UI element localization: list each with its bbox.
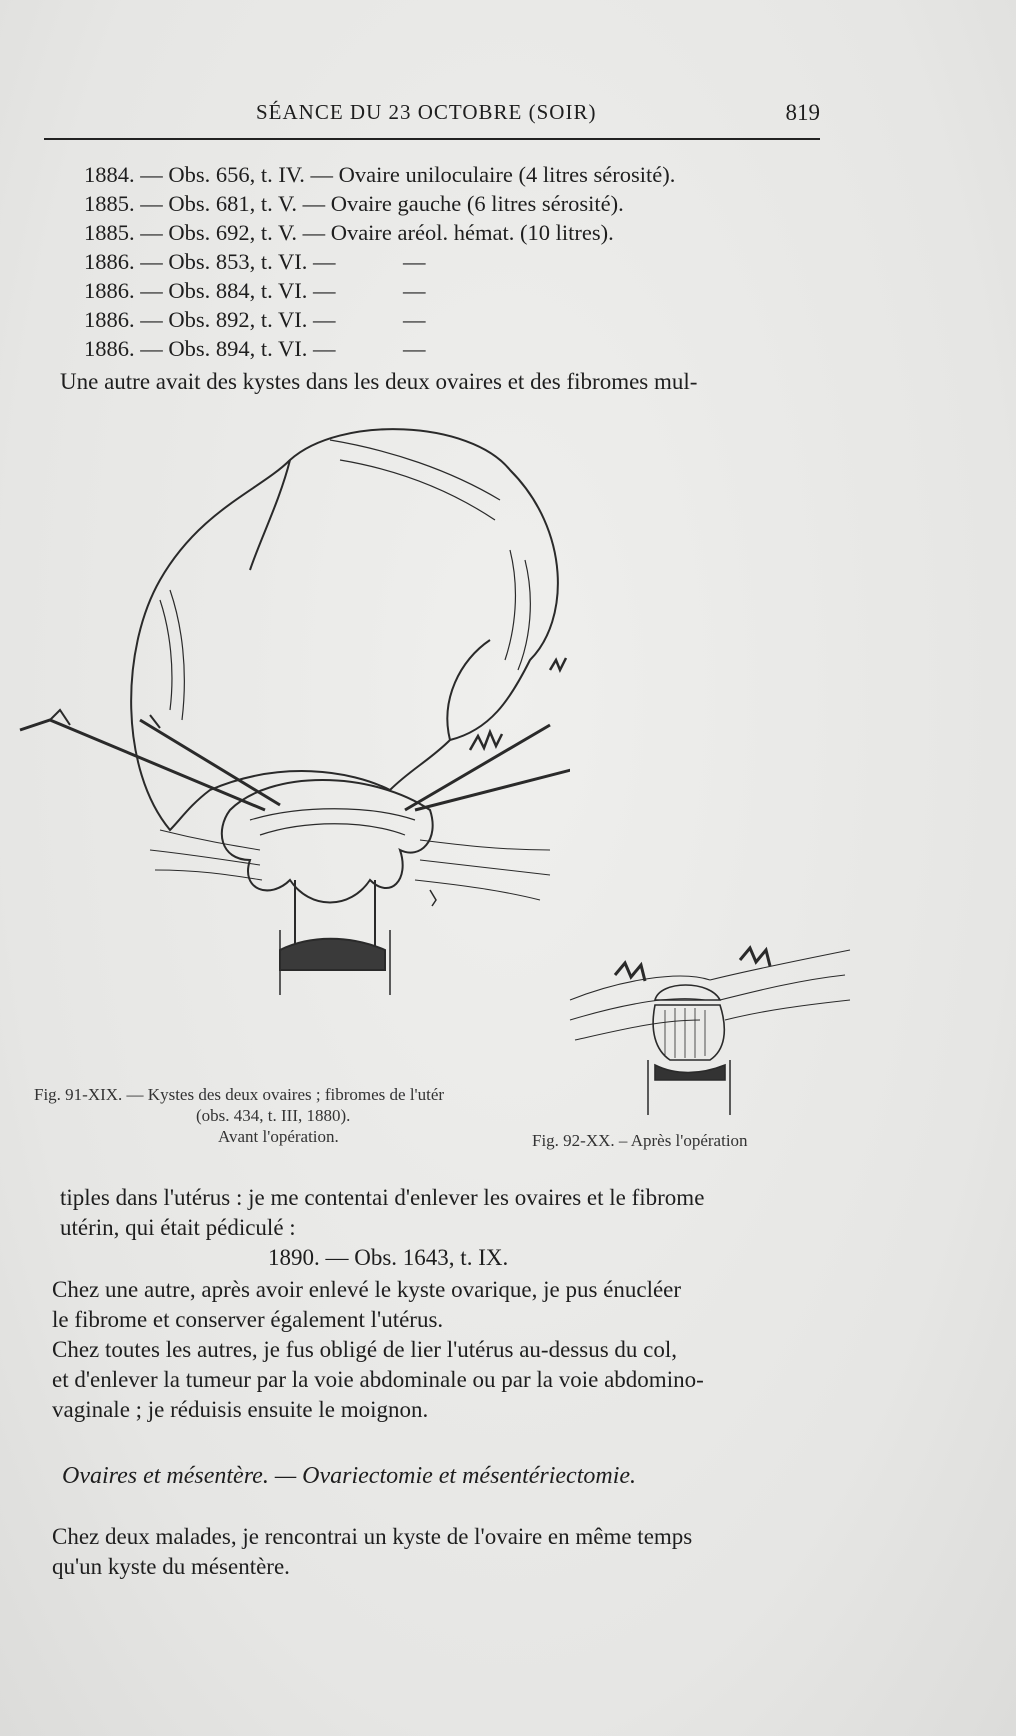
figure-92-caption: Fig. 92-XX. – Après l'opération: [532, 1131, 748, 1150]
paragraph-line: et d'enlever la tumeur par la voie abdominale ou par la voie abdomino-: [52, 1367, 704, 1392]
observation-line: 1884. — Obs. 656, t. IV. — Ovaire uniloculaire (4 litres sérosité).: [84, 162, 676, 187]
header-title: SÉANCE DU 23 OCTOBRE (SOIR): [256, 100, 597, 124]
observation-line: 1886. — Obs. 894, t. VI. — —: [84, 336, 426, 361]
figure-91-caption-obs: (obs. 434, t. III, 1880).: [196, 1106, 351, 1125]
paragraph-line: tiples dans l'utérus : je me contentai d'enlever les ovaires et le fibrome: [60, 1185, 705, 1210]
observation-list: [84, 160, 844, 363]
section-heading: Ovaires et mésentère. — Ovariectomie et mésentériectomie.: [62, 1463, 637, 1489]
paragraph-line: Chez une autre, après avoir enlevé le kyste ovarique, je pus énucléer: [52, 1277, 682, 1302]
paragraph-line: Une autre avait des kystes dans les deux ovaires et des fibromes mul-: [60, 369, 698, 394]
paragraph-line: utérin, qui était pédiculé :: [60, 1215, 296, 1240]
observation-line: 1886. — Obs. 892, t. VI. — —: [84, 307, 426, 332]
observation-line: 1885. — Obs. 681, t. V. — Ovaire gauche (6 litres sérosité).: [84, 191, 624, 216]
paragraph-line: le fibrome et conserver également l'utérus.: [52, 1307, 444, 1332]
observation-line: 1886. — Obs. 884, t. VI. — —: [84, 278, 426, 303]
observation-line: 1885. — Obs. 692, t. V. — Ovaire aréol. hémat. (10 litres).: [84, 220, 614, 245]
figure-ovarian-cyst-illustration: [10, 410, 570, 1070]
figure-91-caption-state: Avant l'opération.: [218, 1127, 339, 1146]
running-header: [46, 100, 820, 130]
paragraph-line: vaginale ; je réduisis ensuite le moignon.: [52, 1397, 429, 1422]
paragraph-line: qu'un kyste du mésentère.: [52, 1554, 290, 1579]
figure-after-operation-illustration: [560, 940, 860, 1120]
paragraph-line: Chez deux malades, je rencontrai un kyste de l'ovaire en même temps: [52, 1524, 693, 1549]
page-number: 819: [785, 100, 820, 125]
paragraph-line: Chez toutes les autres, je fus obligé de lier l'utérus au-dessus du col,: [52, 1337, 677, 1362]
header-rule: [44, 138, 820, 140]
figure-91-caption: Fig. 91-XIX. — Kystes des deux ovaires ; fibromes de l'utér: [34, 1085, 445, 1104]
observation-1890: 1890. — Obs. 1643, t. IX.: [268, 1245, 509, 1270]
observation-line: 1886. — Obs. 853, t. VI. — —: [84, 249, 426, 274]
